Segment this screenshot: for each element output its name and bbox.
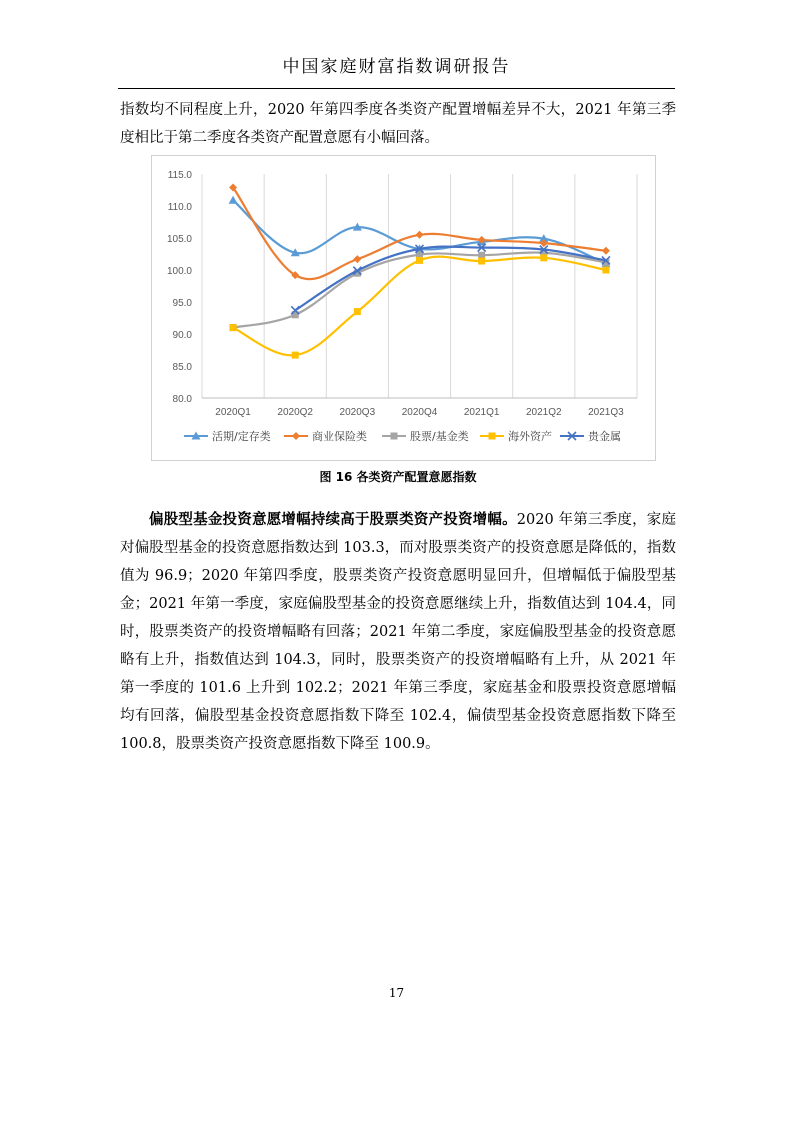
data-point (478, 258, 485, 265)
legend-label: 商业保险类 (312, 430, 367, 443)
y-tick-label: 80.0 (172, 394, 192, 405)
legend-label: 股票/基金类 (410, 430, 469, 443)
x-tick-label: 2021Q3 (588, 407, 624, 418)
asset-allocation-chart (151, 155, 656, 461)
x-tick-label: 2020Q2 (277, 407, 314, 418)
page-number: 17 (388, 986, 405, 1000)
intro-paragraph: 指数均不同程度上升，2020 年第四季度各类资产配置增幅差异不大，2021 年第三季度相比于第二季度各类资产配置意愿有小幅回落。 (120, 102, 676, 146)
x-tick-label: 2020Q3 (339, 407, 376, 418)
y-tick-label: 100.0 (166, 266, 192, 277)
data-point (353, 255, 361, 263)
y-tick-label: 90.0 (172, 330, 192, 341)
body-paragraph (120, 506, 676, 758)
legend-label: 贵金属 (588, 430, 621, 443)
data-point (416, 257, 423, 264)
legend-label: 活期/定存类 (212, 430, 271, 443)
data-point (540, 254, 547, 261)
x-tick-label: 2020Q1 (215, 407, 251, 418)
data-point (602, 247, 610, 255)
body-lead-sentence: 偏股型基金投资意愿增幅持续高于股票类资产投资增幅。 (149, 511, 517, 528)
line-chart (152, 156, 655, 460)
data-point (230, 324, 237, 331)
legend-label: 海外资产 (508, 430, 552, 443)
body-text: 2020 年第三季度，家庭对偏股型基金的投资意愿指数达到 103.3，而对股票类资产的投资意愿是降低的，指数值为 96.9；2020 年第四季度，股票类资产投资意愿明显回升，但增幅低于偏股型基金；2021 年第一季度，家庭偏股型基金的投资意愿继续上升，指数值达到 104.4，同时，股票类资产的投资增幅略有回落；2021 年第二季度，家庭偏股型基金的投资意愿略有上升，指数值达到 104.3，同时，股票类资产的投资增幅略有上升，从 2021 年第一季度的 101.6 上升到 102.2；2021 年第三季度，家庭基金和股票投资意愿增幅均有回落，偏股型基金投资意愿指数下降至 102.4，偏债型基金投资意愿指数下降至 100.8，股票类资产投资意愿指数下降至 100.9。 (120, 512, 677, 752)
x-tick-label: 2021Q1 (463, 407, 500, 418)
data-point (416, 231, 424, 239)
data-point (229, 196, 238, 204)
y-tick-label: 105.0 (166, 234, 192, 245)
figure-caption: 图 16 各类资产配置意愿指数 (319, 470, 477, 484)
legend-marker (292, 432, 300, 440)
legend-marker (489, 433, 496, 440)
running-header: 中国家庭财富指数调研报告 (282, 57, 511, 77)
data-point (602, 267, 609, 274)
header-rule (118, 88, 675, 89)
y-tick-label: 85.0 (172, 362, 192, 373)
y-tick-label: 110.0 (167, 202, 192, 213)
y-tick-label: 115.0 (167, 170, 192, 181)
x-tick-label: 2020Q4 (401, 407, 438, 418)
x-tick-label: 2021Q2 (525, 407, 562, 418)
legend-marker (391, 433, 398, 440)
y-tick-label: 95.0 (172, 298, 192, 309)
data-point (292, 352, 299, 359)
data-point (354, 308, 361, 315)
